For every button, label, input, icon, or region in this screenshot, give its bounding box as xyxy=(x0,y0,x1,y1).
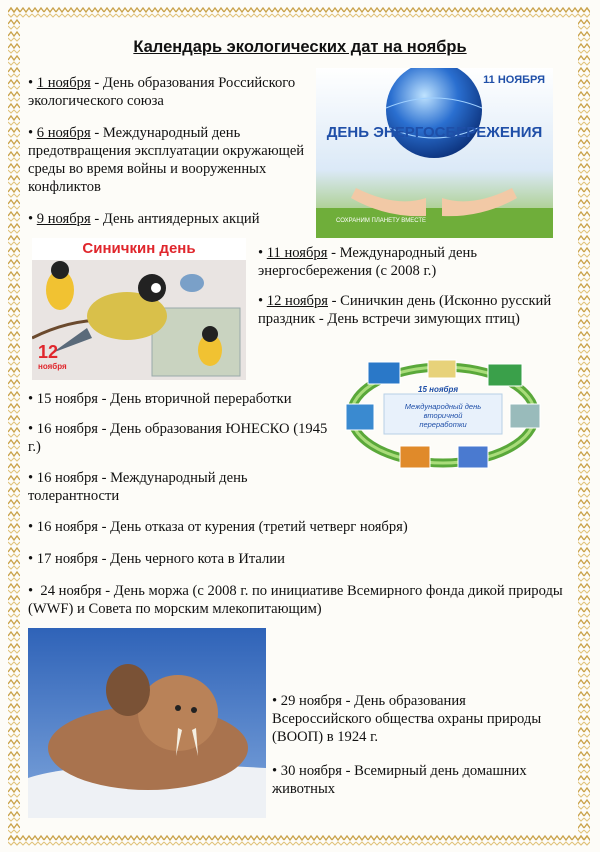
energy-caption: ДЕНЬ ЭНЕРГОСБЕРЕЖЕНИЯ xyxy=(326,124,543,141)
event-text: - День моржа (с 2008 г. по инициативе Всемирного фонда дикой природы (WWF) и Совета по морским млекопитающим) xyxy=(28,583,563,617)
event-item: • 16 ноября - День образования ЮНЕСКО (1945 г.) xyxy=(28,421,328,455)
tit-day-number: 12 xyxy=(38,342,59,362)
event-item: • 24 ноября - День моржа (с 2008 г. по инициативе Всемирного фонда дикой природы (WWF) и Совета по морским млекопитающим) xyxy=(28,583,563,617)
tit-day-month: ноября xyxy=(38,362,67,371)
event-date: 29 ноября xyxy=(280,693,342,709)
page-title: Календарь экологических дат на ноябрь xyxy=(133,38,467,56)
event-text: - Международный день толерантности xyxy=(28,470,248,504)
recycling-date-label: 15 ноября xyxy=(418,385,459,394)
event-item: • 30 ноября - Всемирный день домашних животных xyxy=(272,763,527,797)
tit-day-image xyxy=(32,238,246,380)
event-item: • 15 ноября - День вторичной переработки xyxy=(28,391,292,407)
walrus-photo xyxy=(28,628,266,818)
event-item: • 12 ноября - Синичкин день (Исконно русский праздник - День встречи зимующих птиц) xyxy=(258,293,552,327)
event-item: • 6 ноября - Международный день предотвращения эксплуатации окружающей среды во время войны и вооруженных конфликтов xyxy=(28,125,305,195)
event-text: - День образования Всероссийского общества охраны природы (ВООП) в 1924 г. xyxy=(272,693,542,745)
event-date: 15 ноября xyxy=(36,391,98,407)
event-date: 12 ноября xyxy=(266,293,328,309)
energy-date-label: 11 НОЯБРЯ xyxy=(483,74,545,86)
event-item: • 17 ноября - День черного кота в Италии xyxy=(28,551,285,567)
recycling-caption xyxy=(384,402,502,429)
event-item: • 29 ноября - День образования Всероссийского общества охраны природы (ВООП) в 1924 г. xyxy=(272,693,542,745)
walrus-illustration xyxy=(28,628,266,818)
recycling-caption-line: вторичной xyxy=(423,411,463,420)
event-date: 6 ноября xyxy=(36,125,91,141)
event-text: - Всемирный день домашних животных xyxy=(272,763,527,797)
energy-slogan: СОХРАНИМ ПЛАНЕТУ ВМЕСТЕ xyxy=(336,218,427,224)
event-date: 30 ноября xyxy=(280,763,342,779)
event-item: • 9 ноября - День антиядерных акций xyxy=(28,211,260,227)
event-text: - День образования ЮНЕСКО (1945 г.) xyxy=(28,421,328,455)
tit-day-illustration xyxy=(32,238,246,380)
event-date: 9 ноября xyxy=(36,211,91,227)
energy-saving-image xyxy=(316,68,553,238)
event-text: - День отказа от курения (третий четверг ноября) xyxy=(97,519,408,535)
event-text: - День вторичной переработки xyxy=(97,391,292,407)
event-text: - День антиядерных акций xyxy=(90,211,260,227)
event-date: 16 ноября xyxy=(36,470,98,486)
event-date: 16 ноября xyxy=(36,519,98,535)
recycling-caption-line: переработки xyxy=(419,420,467,429)
event-date: 11 ноября xyxy=(266,245,328,261)
event-text: - День черного кота в Италии xyxy=(97,551,285,567)
tit-day-title: Синичкин день xyxy=(82,240,196,257)
event-date: 16 ноября xyxy=(36,421,98,437)
event-item: • 1 ноября - День образования Российского экологического союза xyxy=(28,75,296,109)
event-item: • 16 ноября - День отказа от курения (третий четверг ноября) xyxy=(28,519,408,535)
event-date: 24 ноября xyxy=(40,583,102,599)
event-date: 1 ноября xyxy=(36,75,91,91)
event-text: - Международный день энергосбережения (с 2008 г.) xyxy=(258,245,478,279)
event-item: • 11 ноября - Международный день энергосбережения (с 2008 г.) xyxy=(258,245,478,279)
recycling-caption-line: Международный день xyxy=(404,402,482,411)
event-text: - Синичкин день (Исконно русский праздник - День встречи зимующих птиц) xyxy=(258,293,552,327)
event-text: - День образования Российского экологического союза xyxy=(28,75,296,109)
event-date: 17 ноября xyxy=(36,551,98,567)
event-item: • 16 ноября - Международный день толерантности xyxy=(28,470,248,504)
recycling-day-image xyxy=(340,354,546,476)
event-text: - Международный день предотвращения эксплуатации окружающей среды во время войны и вооруженных конфликтов xyxy=(28,125,305,195)
energy-saving-illustration xyxy=(316,68,553,238)
